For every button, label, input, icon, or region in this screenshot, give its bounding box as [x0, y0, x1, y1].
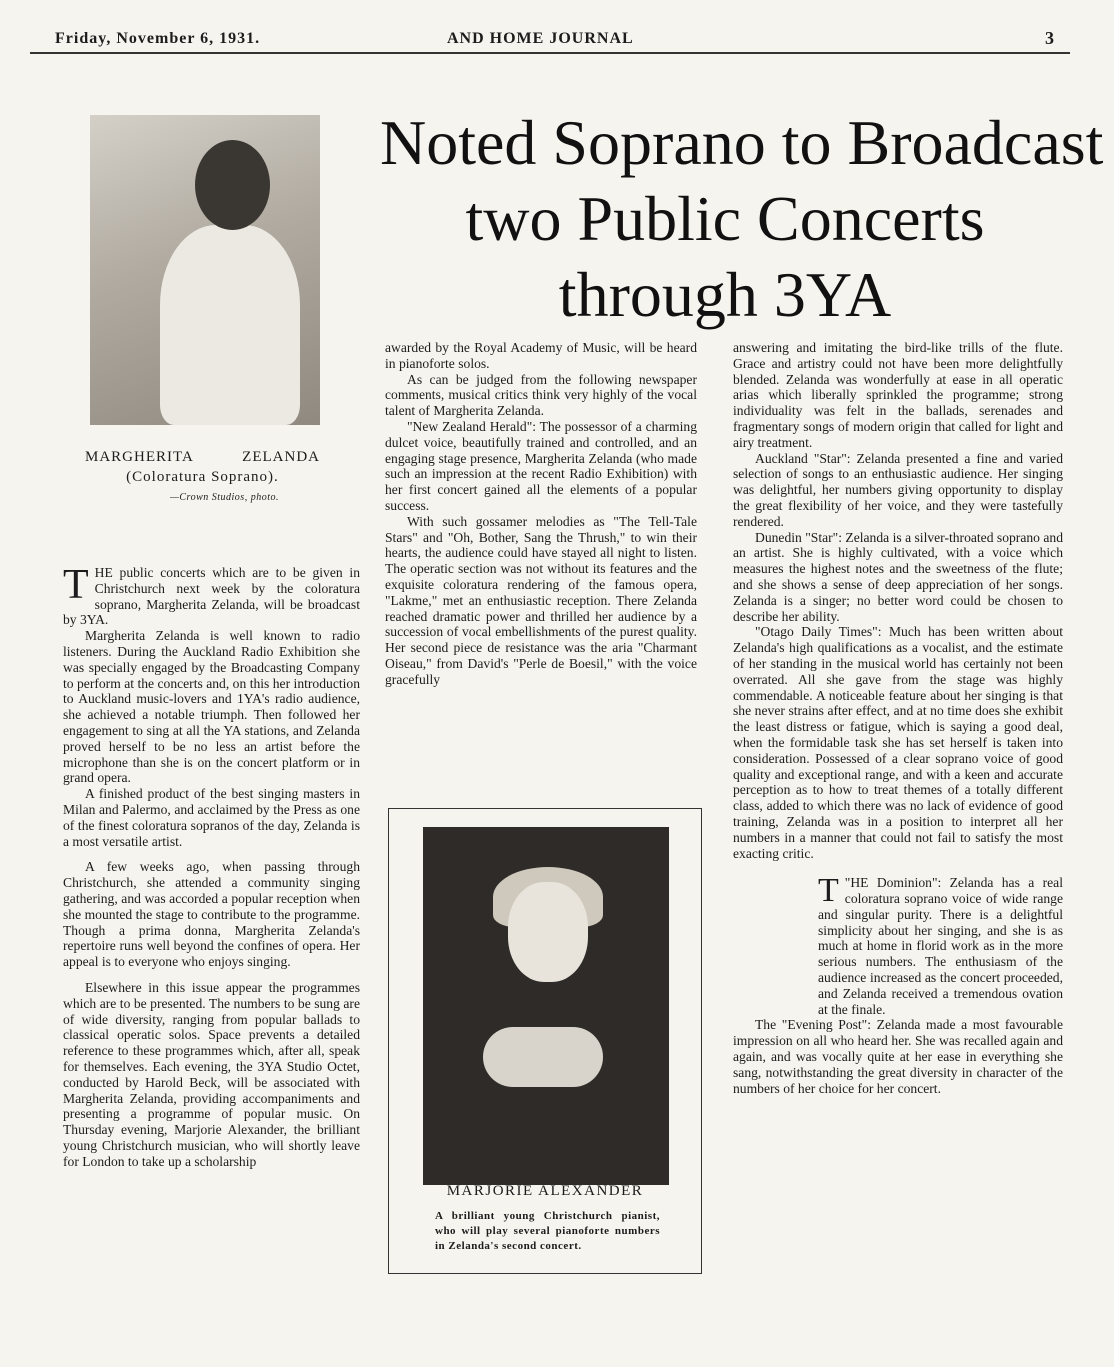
header-rule — [30, 52, 1070, 54]
pianist-caption-name: MARJORIE ALEXANDER — [446, 1183, 644, 1199]
pianist-photo-box — [388, 808, 702, 1274]
col2-paragraph: awarded by the Royal Academy of Music, will be heard in pianoforte solos. — [385, 340, 697, 371]
col2-paragraph: "New Zealand Herald": The possessor of a charming dulcet voice, beautifully trained and controlled, and an engaging stage presence, Margherita Zelanda (who made such an impression at the recent Radio Exhibition) with her first concert gained all the elements of a popular success. — [385, 418, 697, 513]
col1-paragraph: A few weeks ago, when passing through Christchurch, she attended a community singing gathering, and was accorded a popular reception when she mounted the stage to contribute to the programme. Though a prima donna, Margherita Zelanda's repertoire runs well beyond the confines of opera. Her appeal is to everyone who enjoys singing. — [63, 859, 360, 970]
headline-line-3: through 3YA — [558, 259, 892, 330]
col3-paragraph: HE Dominion": Zelanda has a real coloratura soprano voice of wide range and singular purity. There is a delightful simplicity about her singing, and she is as much at home in florid work as in the more serious numbers. The enthusiasm of the audience increased as the concert proceeded, and Zelanda received a tremendous ovation at the finale. — [818, 875, 1063, 1017]
col3-paragraph: Dunedin "Star": Zelanda is a silver-throated soprano and an artist. She is highly cultivated, with a voice which measures the highest notes and the sweetness of the flute; and she shows a sense of deep appreciation of her songs. Zelanda is a singer; no better word could be chosen to describe her ability. — [733, 529, 1063, 624]
headline-line-1: Noted Soprano to Broadcast — [380, 107, 1104, 178]
drop-cap: T — [63, 562, 89, 608]
col3-paragraph: The "Evening Post": Zelanda made a most favourable impression on all who heard her. She was recalled again and again, and was vocally quite at her ease in everything she sang, notwithstanding the great diversity in character of the numbers of her choice for her concert. — [733, 1017, 1063, 1096]
soprano-photo — [90, 115, 320, 425]
article-column-3 — [733, 340, 1063, 1096]
col1-paragraph: A finished product of the best singing masters in Milan and Palermo, and acclaimed by the Press as one of the finest coloratura sopranos of the day, Zelanda is a most versatile artist. — [63, 786, 360, 849]
photo-credit: —Crown Studios, photo. — [170, 492, 279, 503]
article-column-2 — [385, 340, 697, 688]
publication-title: AND HOME JOURNAL — [447, 30, 634, 47]
caption-first-name: MARGHERITA — [85, 449, 194, 465]
headline-line-2: two Public Concerts — [465, 183, 985, 254]
caption-role: (Coloratura Soprano). — [126, 469, 279, 485]
col3-paragraph: Auckland "Star": Zelanda presented a fine and varied selection of songs to an enthusiastic audience. Her singing was delightful, her numbers giving opportunity to display the great flexibility of her voice, and they were tastefully rendered. — [733, 450, 1063, 529]
article-column-1 — [63, 562, 360, 1169]
col3-paragraph: "Otago Daily Times": Much has been written about Zelanda's high qualifications as a vocalist, and the estimate of her standing in the musical world has certainly not been overrated. All she gave from the stage was highly commendable. A noticeable feature about her singing is that she never strains after effect, and at no time does she exhibit the least distress or fatigue, which is saying a good deal, when the formidable task she has set herself is taken into consideration. Possessed of a clear soprano voice of good quality and exceptional range, and with a keen and accurate perception as to how to treat themes of a totally different class, added to which there was no lack of evidence of good training, Zelanda was in a position to interpret all her numbers in a manner that could not fail to satisfy the most exacting critic. — [733, 624, 1063, 861]
headline — [380, 105, 1104, 333]
issue-date: Friday, November 6, 1931. — [55, 30, 261, 47]
col1-paragraph: HE public concerts which are to be given in Christchurch next week by the coloratura soprano, Margherita Zelanda, will be broadcast by 3YA. — [63, 565, 360, 628]
pianist-caption-text: A brilliant young Christchurch pianist, who will play several pianoforte numbers in Zelanda's second concert. — [435, 1210, 660, 1252]
soprano-photo-caption — [85, 447, 320, 487]
col1-paragraph: Margherita Zelanda is well known to radio listeners. During the Auckland Radio Exhibition she was specially engaged by the Broadcasting Company to perform at the concerts and, on this her introduction to Auckland music-lovers and 1YA's radio audience, she achieved a notable triumph. Then followed her engagement to sing at all the YA stations, and Zelanda proved herself to be no less an artist before the microphone than she is on the concert platform or in grand opera. — [63, 628, 360, 786]
page-number: 3 — [1045, 28, 1055, 48]
col2-paragraph: With such gossamer melodies as "The Tell-Tale Stars" and "Oh, Bother, Sang the Thrush," to win their hearts, the audience could have stayed all night to listen. The operatic section was not without its features and the exquisite coloratura rendering of the famous opera, "Lakme," met an enthusiastic reception. There Zelanda reached dramatic power and thrilled her audience by a succession of vocal embellishments of the purest quality. Her second piece de resistance was the aria "Charmant Oiseau," from David's "Perle de Boesil," with the voice gracefully — [385, 513, 697, 687]
col2-paragraph: As can be judged from the following newspaper comments, musical critics think very highly of the vocal talent of Margherita Zelanda. — [385, 371, 697, 419]
col3-paragraph: answering and imitating the bird-like trills of the flute. Grace and artistry could not have been more delightfully blended. Zelanda was wonderfully at ease in all operatic arias which liberally sprinkled the programme; strong individuality was felt in the ballads, serenades and fragmentary songs of modern origin that called for light and airy treatment. — [733, 340, 1063, 450]
quote-mark: " — [844, 875, 851, 891]
page-header — [55, 30, 1055, 52]
drop-cap: T — [818, 872, 839, 910]
col1-paragraph: Elsewhere in this issue appear the programmes which are to be presented. The numbers to be sung are of wide diversity, ranging from popular ballads to classical operatic solos. Space prevents a detailed reference to these programmes which, after all, speak for themselves. Each evening, the 3YA Studio Octet, conducted by Harold Beck, will be associated with Margherita Zelanda, providing accompaniments and presenting a programme of popular music. On Thursday evening, Marjorie Alexander, the brilliant young Christchurch musician, who will shortly leave for London to take up a scholarship — [63, 979, 360, 1169]
caption-last-name: ZELANDA — [242, 449, 320, 465]
pianist-photo — [423, 827, 669, 1185]
